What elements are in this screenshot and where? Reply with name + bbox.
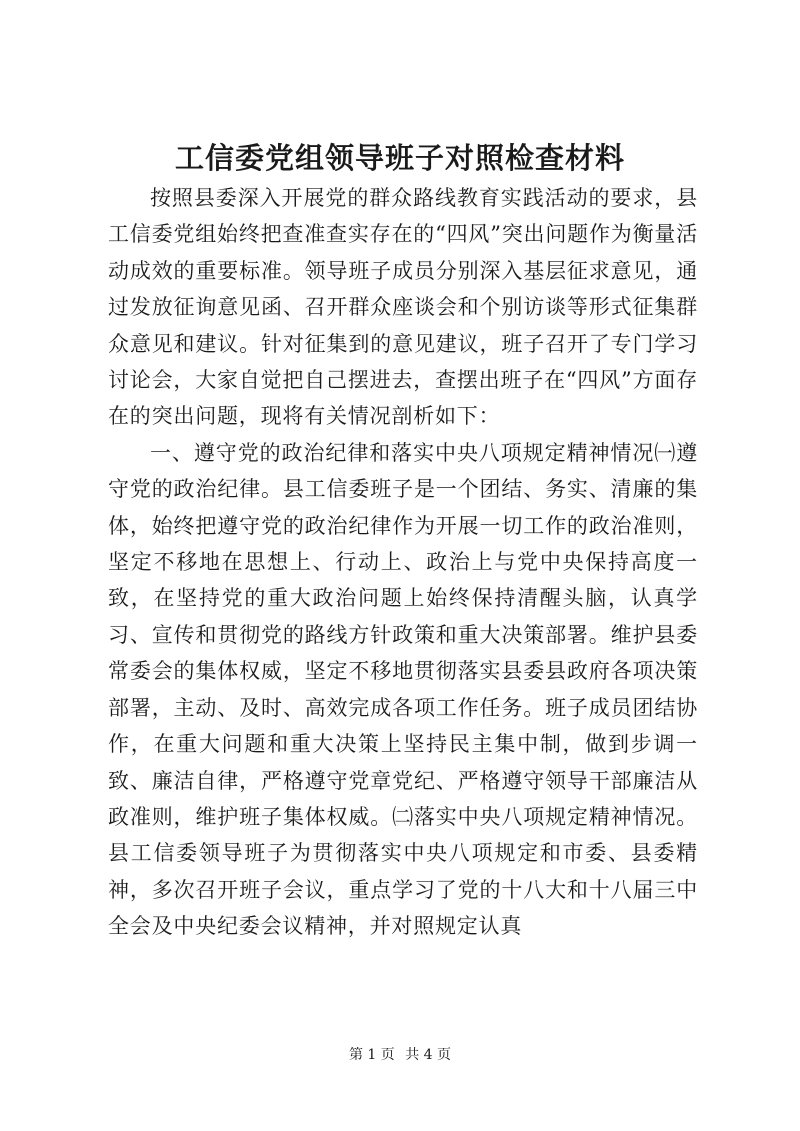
paragraph-intro: 按照县委深入开展党的群众路线教育实践活动的要求，县工信委党组始终把查准查实存在的“四风”突出问题作为衡量活动成效的重要标准。领导班子成员分别深入基层征求意见，通过发放征询意见函、召开群众座谈会和个别访谈等形式征集群众意见和建议。针对征集到的意见建议，班子召开了专门学习讨论会，大家自觉把自己摆进去，查摆出班子在“四风”方面存在的突出问题，现将有关情况剖析如下： bbox=[108, 186, 698, 429]
document-body bbox=[108, 180, 698, 945]
page-number-current: 第 1 页 bbox=[348, 1047, 395, 1063]
page-footer bbox=[0, 1045, 800, 1065]
page-title: 工信委党组领导班子对照检查材料 bbox=[174, 141, 625, 175]
page-number-total: 共 4 页 bbox=[405, 1047, 452, 1063]
paragraph-section-one: 一、遵守党的政治纪律和落实中央八项规定精神情况㈠遵守党的政治纪律。县工信委班子是一个团结、务实、清廉的集体，始终把遵守党的政治纪律作为开展一切工作的政治准则，坚定不移地在思想上、行动上、政治上与党中央保持高度一致，在坚持党的重大政治问题上始终保持清醒头脑，认真学习、宣传和贯彻党的路线方针政策和重大决策部署。维护县委常委会的集体权威，坚定不移地贯彻落实县委县政府各项决策部署，主动、及时、高效完成各项工作任务。班子成员团结协作，在重大问题和重大决策上坚持民主集中制，做到步调一致、廉洁自律，严格遵守党章党纪、严格遵守领导干部廉洁从政准则，维护班子集体权威。㈡落实中央八项规定精神情况。县工信委领导班子为贯彻落实中央八项规定和市委、县委精神，多次召开班子会议，重点学习了党的十八大和十八届三中全会及中央纪委会议精神，并对照规定认真 bbox=[108, 440, 698, 939]
